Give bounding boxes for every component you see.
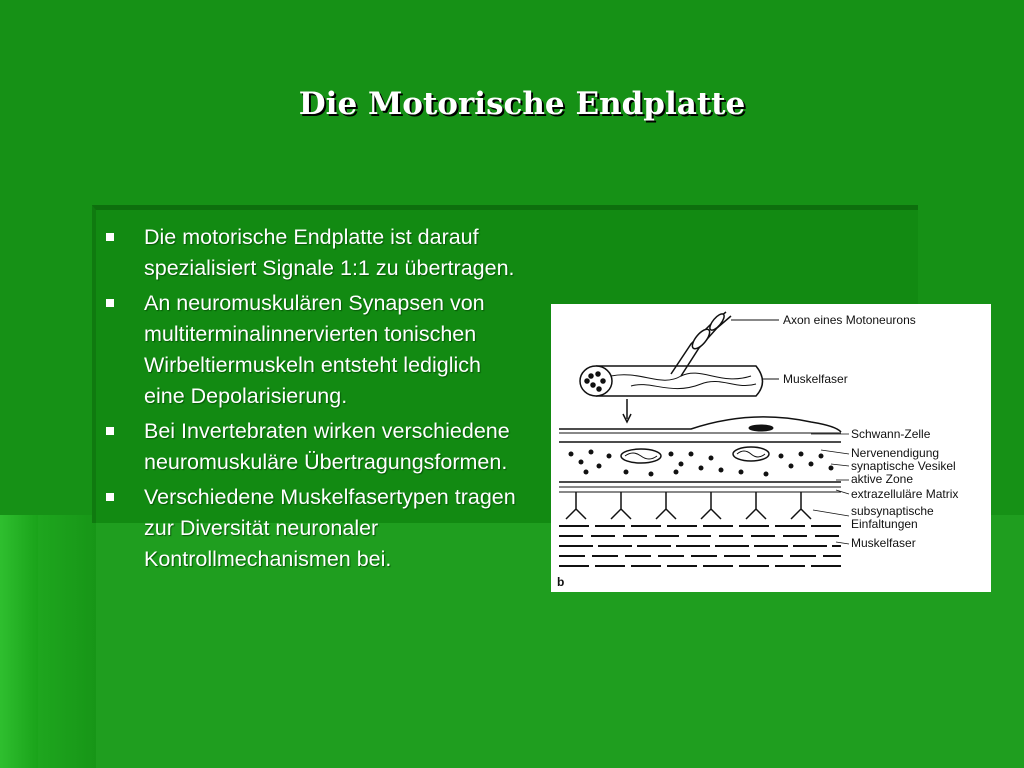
bullet-text: Die motorische Endplatte ist darauf spezialisiert Signale 1:1 zu übertragen.	[144, 225, 515, 280]
subsynaptic-folds	[566, 492, 811, 519]
label-muskelfaser-bottom: Muskelfaser	[851, 536, 916, 550]
synaptic-vesicles	[569, 450, 834, 477]
slide-title: Die Motorische Endplatte	[298, 86, 746, 122]
background-band	[0, 515, 38, 768]
bullet-text: Verschiedene Muskelfasertypen tragen zur Diversität neuronaler Kontrollmechanismen bei.	[144, 485, 516, 571]
square-bullet-icon	[106, 427, 114, 435]
label-aktive-zone: aktive Zone	[851, 472, 914, 486]
label-matrix: extrazelluläre Matrix	[851, 487, 959, 501]
square-bullet-icon	[106, 233, 114, 241]
label-axon: Axon eines Motoneurons	[783, 313, 916, 327]
square-bullet-icon	[106, 493, 114, 501]
bullet-item	[104, 288, 524, 412]
endplate-diagram	[551, 304, 991, 592]
bullet-item	[104, 482, 524, 575]
label-einfaltungen: Einfaltungen	[851, 517, 918, 531]
bullet-text: Bei Invertebraten wirken verschiedene neuromuskuläre Übertragungsformen.	[144, 419, 510, 474]
label-vesikel: synaptische Vesikel	[851, 459, 956, 473]
muscle-fiber-illustration	[580, 312, 779, 422]
label-schwann: Schwann-Zelle	[851, 427, 931, 441]
label-nervenendigung: Nervenendigung	[851, 446, 940, 460]
label-subsynaptisch: subsynaptische	[851, 504, 934, 518]
label-muskelfaser-top: Muskelfaser	[783, 372, 848, 386]
bullet-text: An neuromuskulären Synapsen von multiterminalinnervierten tonischen Wirbeltiermuskeln entsteht lediglich eine Depolarisierung.	[144, 291, 485, 408]
bullet-item	[104, 222, 524, 284]
background-band	[38, 515, 96, 768]
muscle-filaments	[559, 526, 841, 566]
square-bullet-icon	[106, 299, 114, 307]
endplate-diagram-svg	[551, 304, 991, 592]
bullet-list	[104, 222, 524, 579]
label-leader-lines	[811, 434, 849, 544]
bullet-item	[104, 416, 524, 478]
panel-letter: b	[557, 575, 565, 589]
